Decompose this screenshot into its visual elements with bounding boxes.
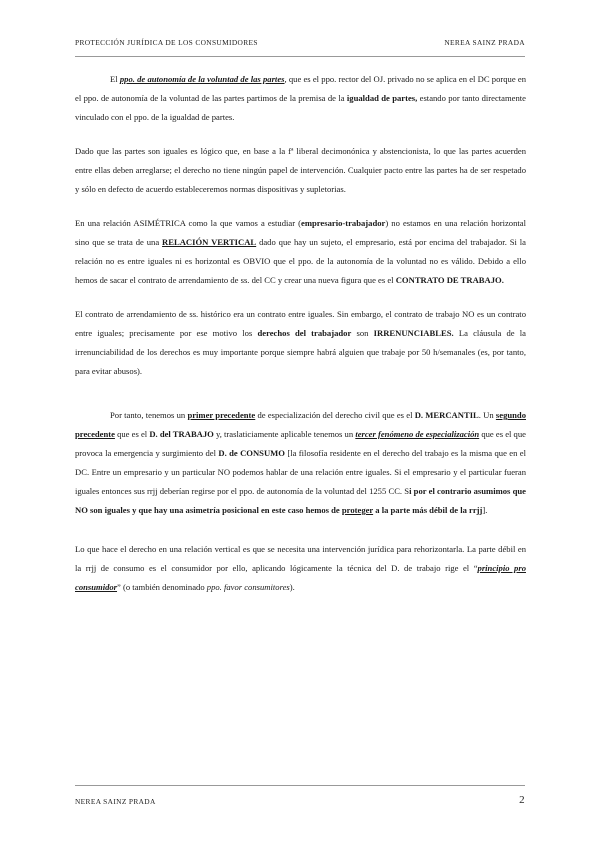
header-title: PROTECCIÓN JURÍDICA DE LOS CONSUMIDORES	[75, 38, 258, 47]
emphasis-tercer-fenomeno: tercer fenómeno de especialización	[355, 429, 480, 439]
emphasis-segundo-precedente: segundo precedente	[75, 410, 526, 439]
emphasis-contrato-trabajo: CONTRATO DE TRABAJO.	[395, 275, 504, 285]
document-body	[75, 70, 526, 612]
paragraph-relacion-asimetrica: En una relación ASIMÉTRICA como la que vamos a estudiar (empresario-trabajador) no estamos en una relación horizontal sino que se trata de una RELACIÓN VERTICAL dado que hay un sujeto, el empresario, está por encima del trabajador. Si la relación no es entre iguales ni es horizontal es OBVIO que el ppo. de la autonomía de la voluntad no es válido. Debido a ello hemos de sacar el contrato de arrendamiento de ss. del CC y crear una nueva figura que es el CONTRATO DE TRABAJO.	[75, 218, 526, 285]
emphasis-d-trabajo: D. del TRABAJO	[149, 429, 214, 439]
emphasis-principio-pro-consumidor: principio pro consumidor	[75, 563, 526, 592]
paragraph-relacion-vertical: Lo que hace el derecho en una relación vertical es que se necesita una intervención jurídica para rehorizontarla. La parte débil en la rrjj de consumo es el consumidor por ello, aplicando lógicamente la técnica del D. de trabajo rige el “principio pro consumidor” (o también denominado ppo. favor consumitores).	[75, 544, 526, 592]
paragraph-partes-iguales: Dado que las partes son iguales es lógico que, en base a la fª liberal decimonónica y abstencionista, lo que las partes acuerden entre ellas deben arreglarse; el derecho no tiene ningún papel de intervención. Cualquier pacto entre las partes ha de ser respetado y sólo en defecto de acuerdo estableceremos normas dispositivas y supletorias.	[75, 146, 526, 194]
header-author: NEREA SAINZ PRADA	[444, 38, 525, 47]
page-number: 2	[519, 794, 525, 806]
emphasis-derechos-trabajador: derechos del trabajador	[257, 328, 352, 338]
emphasis-parte-debil: a la parte más débil de la rrjj	[373, 505, 483, 515]
emphasis-d-consumo: D. de CONSUMO	[218, 448, 285, 458]
emphasis-irrenunciables: IRRENUNCIABLES.	[373, 328, 454, 338]
header-divider	[75, 56, 525, 57]
emphasis-d-mercantil: D. MERCANTIL	[414, 410, 479, 420]
emphasis-empresario-trabajador: empresario-trabajador	[301, 218, 386, 228]
emphasis-proteger: proteger	[341, 505, 374, 515]
paragraph-autonomia: El ppo. de autonomía de la voluntad de las partes, que es el ppo. rector del OJ. privado no se aplica en el DC porque en el ppo. de autonomía de la voluntad de las partes partimos de la premisa de la igualdad de partes, estando por tanto directamente vinculado con el ppo. de la igualdad de partes.	[75, 74, 526, 122]
paragraph-especializacion: Por tanto, tenemos un primer precedente de especialización del derecho civil que es el D. MERCANTIL. Un segundo precedente que es el D. del TRABAJO y, traslaticiamente aplicable tenemos un tercer fenómeno de especialización que es el que provoca la emergencia y surgimiento del D. de CONSUMO [la filosofía residente en el derecho del trabajo es la misma que en el DC. Entre un empresario y un particular NO podemos hablar de una relación entre iguales. Si el empresario y el particular fueran iguales entonces sus rrjj deberían regirse por el ppo. de autonomía de la voluntad del 1255 CC. Si por el contrario asumimos que NO son iguales y que hay una asimetría posicional en este caso hemos de proteger a la parte más débil de la rrjj].	[75, 410, 526, 515]
emphasis-relacion-vertical: RELACIÓN VERTICAL	[162, 237, 257, 247]
paragraph-arrendamiento: El contrato de arrendamiento de ss. histórico era un contrato entre iguales. Sin embargo, el contrato de trabajo NO es un contrato entre iguales; precisamente por ese motivo los derechos del trabajador son IRRENUNCIABLES. La cláusula de la irrenunciabilidad de los derechos es muy importante porque siempre habrá alguien que trabaje por 50 h/semanales (es, por tanto, para evitar abusos).	[75, 309, 526, 376]
footer-divider	[75, 785, 525, 786]
emphasis-primer-precedente: primer precedente	[187, 410, 256, 420]
emphasis-asimetria: i por el contrario asumimos que NO son iguales y que hay una asimetría posicional en este caso hemos de	[75, 486, 526, 515]
footer-author: NEREA SAINZ PRADA	[75, 797, 156, 806]
emphasis-ppo-favor: ppo. favor consumitores	[206, 582, 290, 592]
emphasis-igualdad: igualdad de partes,	[346, 93, 418, 103]
emphasis-autonomia: ppo. de autonomía de la voluntad de las partes	[119, 74, 285, 84]
